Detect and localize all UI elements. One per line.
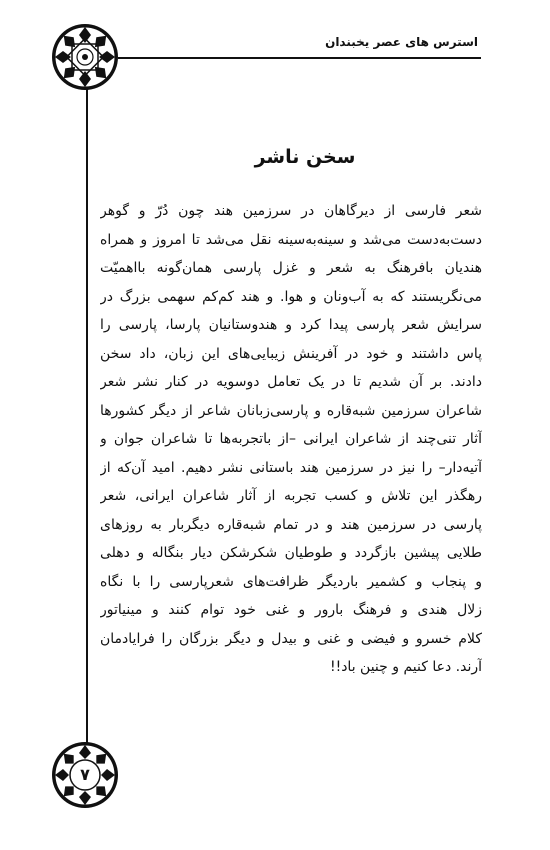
body-line: سرایش شعر پارسی پیدا کرد و هندوستانیان پارسا، پارسی را (100, 317, 482, 333)
body-line: کلام خسرو و فیضی و غنی و بیدل و دیگر بزرگان را فرایادمان (100, 630, 482, 647)
body-line: رهگذر این تلاش و کسب تجربه از آثار شاعران ایرانی، شعر (100, 488, 482, 504)
body-line: آتیه‌دار– را نیز در سرزمین هند باستانی نشر دهیم. امید آن‌که از (100, 459, 482, 476)
body-line: شاعران سرزمین شبه‌قاره و پارسی‌زبانان شاعر از دیگر کشورها (100, 402, 482, 419)
body-line: می‌نگریستند که به آب‌ونان و هوا. و هند کم‌کم سهمی بزرگ در (100, 288, 482, 305)
body-line: طلایی پیشین بازگردد و طوطیان شکرشکن دیار بنگاله و دهلی (100, 545, 482, 561)
body-line: آثار تنی‌چند از شاعران ایرانی –از باتجربه‌ها تا شاعران جوان و (100, 431, 482, 447)
body-line: و پنجاب و کشمیر باردیگر ظرافت‌های شعرپارسی را با نگاه (100, 573, 482, 590)
body-line-last: آرند. دعا کنیم و چنین باد!! (329, 659, 482, 675)
section-heading: سخن ناشر (254, 146, 356, 168)
body-line: پارسی در سرزمین هند و در تمام شبه‌قاره دیگربار به روزهای (100, 516, 482, 533)
body-line: شعر فارسی از دیرگاهان در سرزمین هند چون دُرّ و گوهر (100, 203, 482, 219)
running-header-title: استرس های عصر یخبندان (325, 35, 478, 49)
margin-rule (86, 84, 88, 756)
body-line: هندیان بافرهنگ به شعر و غزل پارسی همان‌گونه بااهمیّت (100, 260, 482, 276)
header-rule (118, 57, 481, 59)
body-line: دادند. بر آن شدیم تا در یک تعامل دوسویه در کنار نشر شعر (100, 374, 482, 390)
rosette-ornament-icon (50, 22, 120, 92)
body-line: پاس داشتند و خود در آفرینش زیبایی‌های این زبان، داد سخن (100, 345, 482, 362)
body-line: زلال هندی و فرهنگ بارور و غنی خود توام کنند و مینیاتور (100, 602, 482, 618)
page-number: ۷ (80, 765, 90, 784)
body-line: دست‌به‌دست می‌شد و سینه‌به‌سینه نقل می‌شد تا امروز و همراه (100, 231, 482, 248)
body-paragraph (100, 197, 482, 682)
